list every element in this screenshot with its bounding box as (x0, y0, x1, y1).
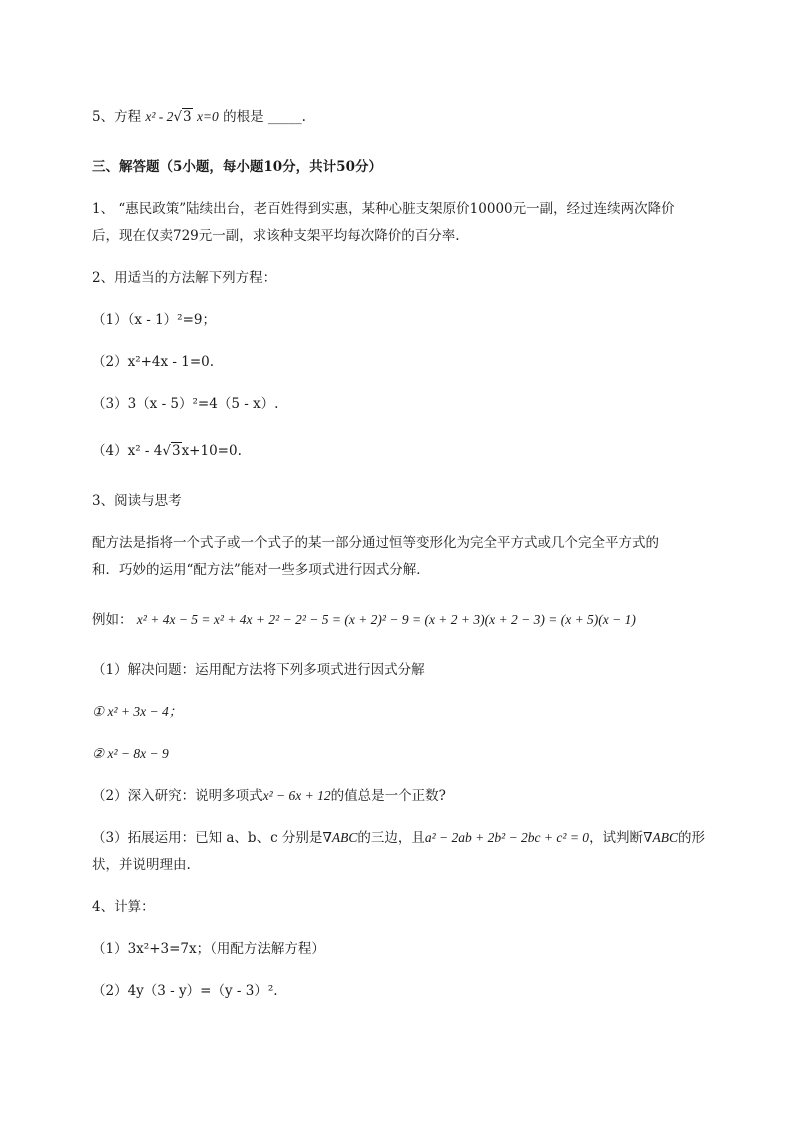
sub-3-post: 的形 (678, 830, 705, 846)
section-3-title: 三、解答题（5小题，每小题10分，共计50分） (92, 159, 382, 175)
problem-3-sub-1: （1）解决问题：运用配方法将下列多项式进行因式分解 (92, 662, 425, 678)
sqrt-three (173, 107, 192, 127)
problem-3-sub-2 (92, 786, 446, 806)
problem-3-title: 3、阅读与思考 (92, 493, 182, 509)
problem-3-sub-1-a: ① x² + 3x − 4； (92, 704, 183, 719)
problem-1-line-1: 1、 “惠民政策”陆续出台，老百姓得到实惠，某种心脏支架原价10000元一副，经过连续两次降价 (92, 201, 675, 217)
example-label: 例如： (92, 612, 133, 628)
problem-3-intro-line-1: 配方法是指将一个式子或一个式子的某一部分通过恒等变形化为完全平方式或几个完全平方式的 (92, 535, 659, 551)
problem-3-example (92, 610, 636, 630)
problem-3-sub-3-line-1 (92, 828, 705, 848)
problem-2-title: 2、用适当的方法解下列方程： (92, 270, 277, 286)
question-5-tail: 的根是 _____. (223, 109, 306, 125)
problem-1-line-2: 后，现在仅卖729元一副，求该种支架平均每次降价的百分率. (92, 228, 460, 244)
question-5-number: 5、 (92, 109, 115, 125)
sqrt-symbol: √ (162, 443, 171, 459)
problem-3-sub-1-b: ② x² − 8x − 9 (92, 746, 169, 761)
question-5-x-squared: x² - 2 (145, 109, 174, 124)
problem-2-item-4-pre: （4）x² - 4 (92, 443, 163, 459)
problem-4-item-2: （2）4y（3 - y）=（y - 3）². (92, 983, 278, 999)
problem-2-item-3: （3）3（x - 5）²=4（5 - x）. (92, 396, 279, 412)
problem-3-sub-3-line-2: 状，并说明理由. (92, 857, 191, 873)
problem-3-intro-line-2: 和．巧妙的运用“配方法”能对一些多项式进行因式分解． (92, 562, 430, 578)
question-5-lead: 方程 (114, 109, 142, 125)
question-5-x-equals: x=0 (196, 109, 219, 124)
triangle-abc: ∇ABC (322, 830, 358, 845)
sub-3-pre: （3）拓展运用：已知 a、b、c 分别是 (92, 830, 323, 846)
problem-2-item-4 (92, 441, 242, 461)
sub-3-mid-2: ，试判断 (589, 830, 644, 846)
sqrt-radicand: 3 (171, 443, 181, 459)
sub-3-expression: a² − 2ab + 2b² − 2bc + c² = 0 (424, 830, 590, 845)
problem-4-title: 4、计算： (92, 899, 155, 915)
problem-2-item-4-post: x+10=0. (181, 443, 242, 459)
problem-2-item-2: （2）x²+4x - 1=0. (92, 354, 215, 370)
sqrt-symbol: √ (173, 109, 183, 125)
triangle-abc: ∇ABC (643, 830, 678, 845)
sub-3-mid: 的三边，且 (357, 830, 425, 846)
sqrt-three (162, 441, 181, 461)
example-expression: x² + 4x − 5 = x² + 4x + 2² − 2² − 5 = (x + 2)² − 9 = (x + 2 + 3)(x + 2 − 3) = (x + 5)(x − 1) (136, 612, 636, 627)
question-5 (92, 107, 306, 127)
sub-2-post: 的值总是一个正数? (330, 788, 446, 804)
sqrt-radicand: 3 (183, 109, 192, 125)
problem-4-item-1: （1）3x²+3=7x；（用配方法解方程） (92, 941, 325, 957)
sub-2-expression: x² − 6x + 12 (262, 788, 331, 803)
sub-2-pre: （2）深入研究：说明多项式 (92, 788, 263, 804)
problem-2-item-1: （1）（x - 1）²=9； (92, 312, 216, 328)
